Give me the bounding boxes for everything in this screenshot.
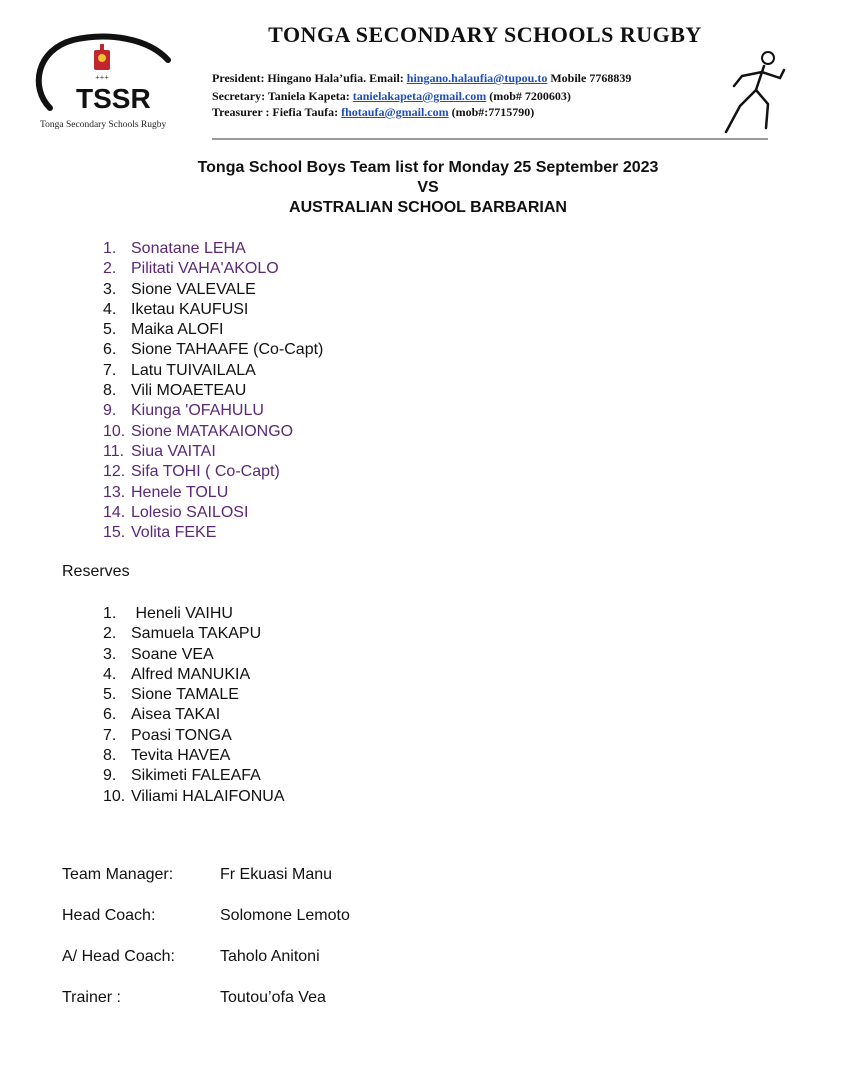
svg-text:+++: +++ bbox=[95, 73, 109, 82]
list-item-number: 2. bbox=[103, 625, 117, 643]
list-item-number: 9. bbox=[103, 767, 117, 785]
list-item-number: 2. bbox=[103, 260, 117, 278]
list-item bbox=[103, 442, 323, 462]
player-name: Sikimeti FALEAFA bbox=[131, 767, 261, 785]
secretary-line: Secretary: Taniela Kapeta: tanielakapeta@gmail.com (mob# 7200603) bbox=[212, 89, 571, 103]
list-item bbox=[103, 280, 323, 300]
player-name: Aisea TAKAI bbox=[131, 706, 221, 724]
list-item bbox=[103, 726, 285, 746]
list-item-number: 5. bbox=[103, 321, 117, 339]
list-item-number: 4. bbox=[103, 665, 117, 683]
list-item bbox=[103, 746, 285, 766]
player-name: Sione TAHAAFE (Co-Capt) bbox=[131, 341, 324, 359]
player-name: Pilitati VAHA'AKOLO bbox=[131, 260, 279, 278]
player-name: Soane VEA bbox=[131, 645, 214, 663]
staff-row bbox=[62, 866, 332, 884]
runner-icon bbox=[718, 48, 788, 138]
reserves-list bbox=[103, 604, 285, 807]
staff-row bbox=[62, 907, 350, 925]
staff-role: Trainer : bbox=[62, 989, 121, 1006]
list-item bbox=[103, 381, 323, 401]
list-item bbox=[103, 483, 323, 503]
player-name: Latu TUIVAILALA bbox=[131, 361, 256, 379]
treasurer-email-link[interactable]: fhotaufa@gmail.com bbox=[341, 105, 449, 119]
staff-name: Taholo Anitoni bbox=[220, 948, 320, 965]
staff-row bbox=[62, 989, 326, 1007]
list-item bbox=[103, 766, 285, 786]
staff-name: Solomone Lemoto bbox=[220, 907, 350, 924]
list-item-number: 10. bbox=[103, 787, 126, 805]
player-name: Volita FEKE bbox=[131, 524, 217, 542]
list-item-number: 4. bbox=[103, 300, 117, 318]
list-item-number: 14. bbox=[103, 503, 126, 521]
player-name: Iketau KAUFUSI bbox=[131, 300, 249, 318]
list-item-number: 3. bbox=[103, 280, 117, 298]
player-name: Sonatane LEHA bbox=[131, 240, 246, 257]
list-item bbox=[103, 665, 285, 685]
letterhead bbox=[0, 0, 843, 150]
list-item bbox=[103, 401, 323, 421]
secretary-email-link[interactable]: tanielakapeta@gmail.com bbox=[352, 89, 487, 103]
list-item bbox=[103, 624, 285, 644]
list-item-number: 1. bbox=[103, 605, 117, 622]
player-name: Henele TOLU bbox=[131, 483, 229, 501]
player-name: Sifa TOHI ( Co-Capt) bbox=[131, 463, 280, 481]
staff-name: Toutou’ofa Vea bbox=[220, 989, 326, 1006]
list-item-number: 12. bbox=[103, 463, 126, 481]
president-line: President: Hingano Hala’ufia. Email: hingano.halaufia@tupou.to Mobile 7768839 bbox=[212, 71, 632, 85]
list-item bbox=[103, 462, 323, 482]
player-name: Poasi TONGA bbox=[131, 726, 232, 744]
list-item bbox=[103, 320, 323, 340]
list-item-number: 13. bbox=[103, 483, 126, 501]
crest-icon bbox=[94, 44, 110, 82]
list-item-number: 15. bbox=[103, 524, 126, 542]
list-item bbox=[103, 503, 323, 523]
player-name: Sione TAMALE bbox=[131, 686, 239, 704]
list-item bbox=[103, 361, 323, 381]
player-name: Heneli VAIHU bbox=[131, 605, 233, 622]
list-item-number: 8. bbox=[103, 382, 117, 400]
player-name: Samuela TAKAPU bbox=[131, 625, 262, 643]
logo-text: TSSR bbox=[76, 83, 151, 114]
list-item bbox=[103, 422, 323, 442]
list-item-number: 5. bbox=[103, 686, 117, 704]
list-item bbox=[103, 239, 323, 259]
president-email-link[interactable]: hingano.halaufia@tupou.to bbox=[406, 71, 548, 85]
staff-row bbox=[62, 948, 320, 966]
list-item-number: 1. bbox=[103, 240, 117, 257]
team-list-title bbox=[0, 158, 843, 218]
list-item bbox=[103, 787, 285, 807]
list-item bbox=[103, 300, 323, 320]
org-title: TONGA SECONDARY SCHOOLS RUGBY bbox=[268, 22, 702, 47]
treasurer-line: Treasurer : Fiefia Taufa: fhotaufa@gmail.com (mob#:7715790) bbox=[212, 105, 535, 119]
player-name: Kiunga 'OFAHULU bbox=[131, 402, 264, 420]
list-item-number: 6. bbox=[103, 341, 117, 359]
list-item-number: 6. bbox=[103, 706, 117, 724]
list-item-number: 3. bbox=[103, 645, 117, 663]
list-item bbox=[103, 259, 323, 279]
logo-caption: Tonga Secondary Schools Rugby bbox=[40, 120, 167, 130]
player-name: Alfred MANUKIA bbox=[131, 665, 251, 683]
player-name: Vili MOAETEAU bbox=[131, 382, 247, 400]
list-item bbox=[103, 604, 285, 624]
player-name: Siua VAITAI bbox=[131, 442, 216, 460]
reserves-label: Reserves bbox=[62, 563, 130, 580]
player-name: Maika ALOFI bbox=[131, 321, 224, 339]
player-name: Tevita HAVEA bbox=[131, 747, 231, 765]
team-list bbox=[103, 239, 323, 543]
list-item-number: 11. bbox=[103, 442, 125, 460]
player-name: Viliami HALAIFONUA bbox=[131, 787, 285, 805]
staff-role: Team Manager: bbox=[62, 866, 174, 883]
player-name: Sione VALEVALE bbox=[131, 280, 256, 298]
player-name: Sione MATAKAIONGO bbox=[131, 422, 294, 440]
staff-name: Fr Ekuasi Manu bbox=[220, 866, 333, 883]
list-item bbox=[103, 523, 323, 543]
player-name: Lolesio SAILOSI bbox=[131, 503, 249, 521]
list-item-number: 8. bbox=[103, 747, 117, 765]
list-item bbox=[103, 340, 323, 360]
title-line-2: VS bbox=[417, 179, 439, 196]
list-item bbox=[103, 685, 285, 705]
list-item bbox=[103, 645, 285, 665]
list-item-number: 9. bbox=[103, 402, 117, 420]
list-item-number: 10. bbox=[103, 422, 126, 440]
title-line-3: AUSTRALIAN SCHOOL BARBARIAN bbox=[289, 199, 567, 216]
list-item bbox=[103, 705, 285, 725]
staff-role: A/ Head Coach: bbox=[62, 948, 175, 965]
list-item-number: 7. bbox=[103, 361, 117, 379]
header-divider bbox=[212, 138, 768, 140]
list-item-number: 7. bbox=[103, 726, 117, 744]
staff-role: Head Coach: bbox=[62, 907, 156, 924]
title-line-1: Tonga School Boys Team list for Monday 25 September 2023 bbox=[197, 159, 659, 176]
